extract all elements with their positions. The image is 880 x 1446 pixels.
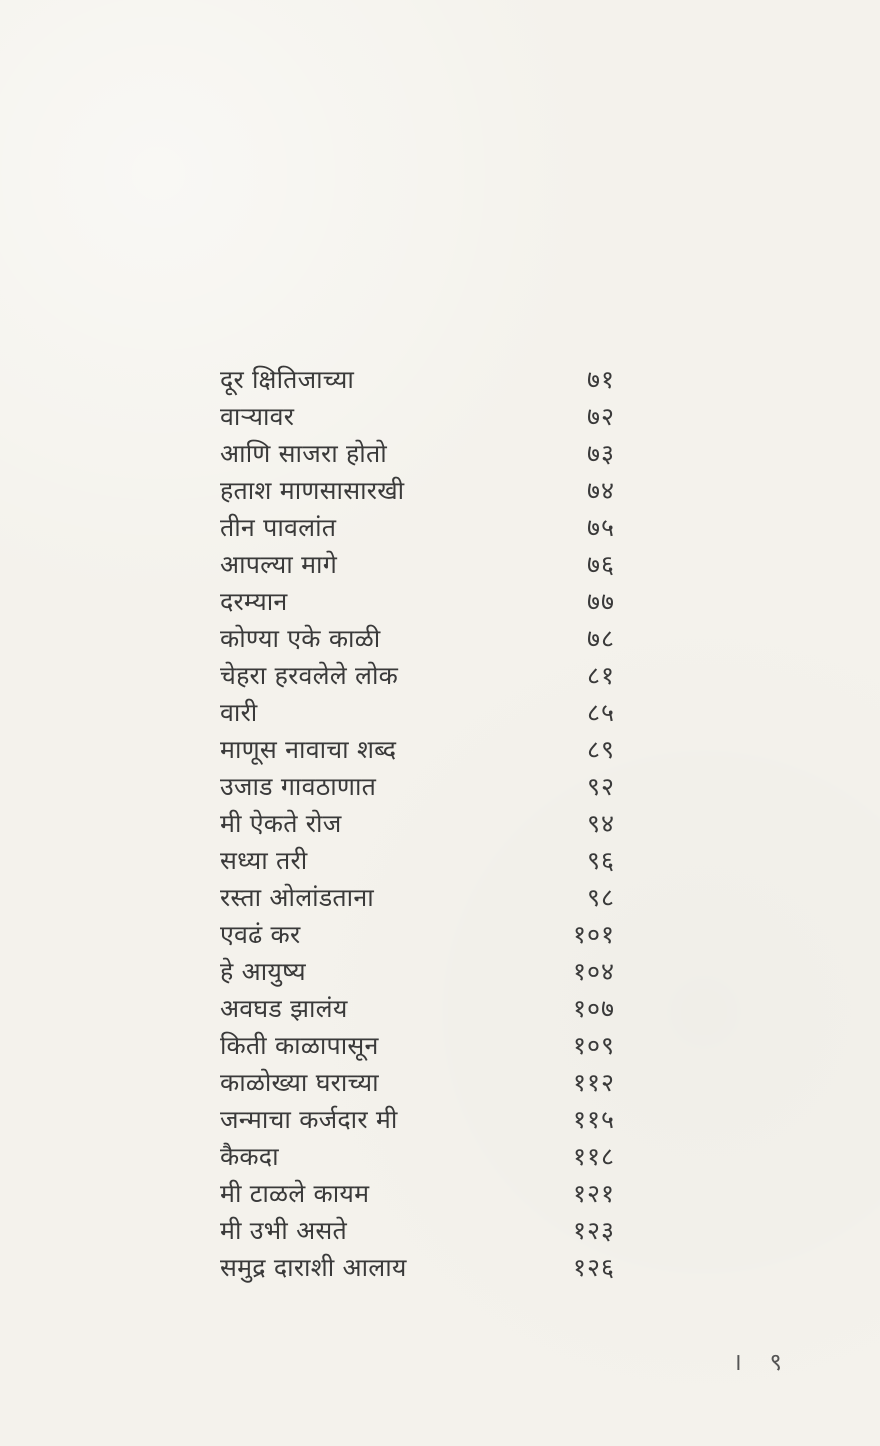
- toc-entry-page-number: १०९: [572, 1031, 615, 1060]
- toc-entry-title: मी ऐकते रोज: [220, 809, 342, 838]
- toc-entry-title: हताश माणसासारखी: [220, 476, 405, 505]
- toc-entry-page-number: ७१: [586, 365, 615, 394]
- toc-entry-page-number: १२६: [572, 1253, 615, 1282]
- toc-entry-title: तीन पावलांत: [220, 513, 337, 542]
- toc-entry-title: आणि साजरा होतो: [220, 439, 387, 468]
- toc-entry: [220, 768, 615, 805]
- toc-entry-page-number: १०७: [572, 994, 615, 1023]
- toc-entry: [220, 1064, 615, 1101]
- toc-entry: [220, 361, 615, 398]
- toc-entry: [220, 583, 615, 620]
- toc-entry-page-number: ८५: [586, 698, 615, 727]
- toc-entry: [220, 1212, 615, 1249]
- toc-entry-title: वाऱ्यावर: [220, 402, 295, 431]
- toc-entry-page-number: ९४: [586, 809, 615, 838]
- toc-entry-page-number: १०४: [572, 957, 615, 986]
- toc-entry: [220, 953, 615, 990]
- toc-entry-title: एवढं कर: [220, 920, 301, 949]
- toc-entry: [220, 1175, 615, 1212]
- toc-entry-page-number: ११२: [572, 1068, 615, 1097]
- toc-entry-title: काळोख्या घराच्या: [220, 1068, 379, 1097]
- toc-entry: [220, 694, 615, 731]
- toc-entry-page-number: ७५: [586, 513, 615, 542]
- toc-entry-page-number: ९२: [586, 772, 615, 801]
- toc-entry-page-number: ११५: [572, 1105, 615, 1134]
- toc-entry: [220, 731, 615, 768]
- toc-entry-title: किती काळापासून: [220, 1031, 379, 1060]
- toc-entry-page-number: १२१: [572, 1179, 615, 1208]
- toc-entry-page-number: ७८: [586, 624, 615, 653]
- toc-entry-page-number: ९८: [586, 883, 615, 912]
- toc-entry: [220, 1249, 615, 1286]
- toc-entry-page-number: ९६: [586, 846, 615, 875]
- toc-entry-title: सध्या तरी: [220, 846, 308, 875]
- toc-entry: [220, 879, 615, 916]
- toc-entry: [220, 805, 615, 842]
- toc-entry-title: अवघड झालंय: [220, 994, 348, 1023]
- toc-entry-title: आपल्या मागे: [220, 550, 337, 579]
- toc-entry-page-number: ७७: [586, 587, 615, 616]
- toc-entry: [220, 916, 615, 953]
- toc-entry-page-number: ८१: [586, 661, 615, 690]
- toc-entry-title: कोण्या एके काळी: [220, 624, 381, 653]
- toc-entry-page-number: ७३: [586, 439, 615, 468]
- toc-entry-title: हे आयुष्य: [220, 957, 306, 986]
- toc-entry-page-number: १२३: [572, 1216, 615, 1245]
- toc-entry: [220, 1138, 615, 1175]
- toc-entry: [220, 842, 615, 879]
- toc-entry-title: दूर क्षितिजाच्या: [220, 365, 355, 394]
- toc-entry-title: माणूस नावाचा शब्द: [220, 735, 397, 764]
- toc-entry-page-number: ७६: [586, 550, 615, 579]
- toc-entry-title: उजाड गावठाणात: [220, 772, 377, 801]
- toc-entry-page-number: ७४: [586, 476, 615, 505]
- toc-entry: [220, 509, 615, 546]
- toc-entry-title: वारी: [220, 698, 258, 727]
- toc-entry-page-number: ८९: [586, 735, 615, 764]
- page-folio: । ९: [732, 1348, 792, 1376]
- toc-entry-title: कैकदा: [220, 1142, 279, 1171]
- toc-entry-title: मी उभी असते: [220, 1216, 347, 1245]
- toc-entry: [220, 546, 615, 583]
- toc-entry: [220, 435, 615, 472]
- toc-entry-page-number: ७२: [586, 402, 615, 431]
- toc-entry: [220, 1101, 615, 1138]
- toc-entry-title: रस्ता ओलांडताना: [220, 883, 374, 912]
- toc-entry-page-number: १०१: [572, 920, 615, 949]
- toc-entry: [220, 398, 615, 435]
- toc-entry: [220, 620, 615, 657]
- toc-entry-title: दरम्यान: [220, 587, 288, 616]
- toc-entry-title: चेहरा हरवलेले लोक: [220, 661, 399, 690]
- toc-entry: [220, 1027, 615, 1064]
- toc-entry-title: समुद्र दाराशी आलाय: [220, 1253, 407, 1282]
- toc-entry: [220, 990, 615, 1027]
- toc-entry-page-number: ११८: [572, 1142, 615, 1171]
- table-of-contents: [220, 361, 615, 1286]
- toc-entry-title: मी टाळले कायम: [220, 1179, 370, 1208]
- toc-entry: [220, 657, 615, 694]
- toc-entry: [220, 472, 615, 509]
- toc-entry-title: जन्माचा कर्जदार मी: [220, 1105, 398, 1134]
